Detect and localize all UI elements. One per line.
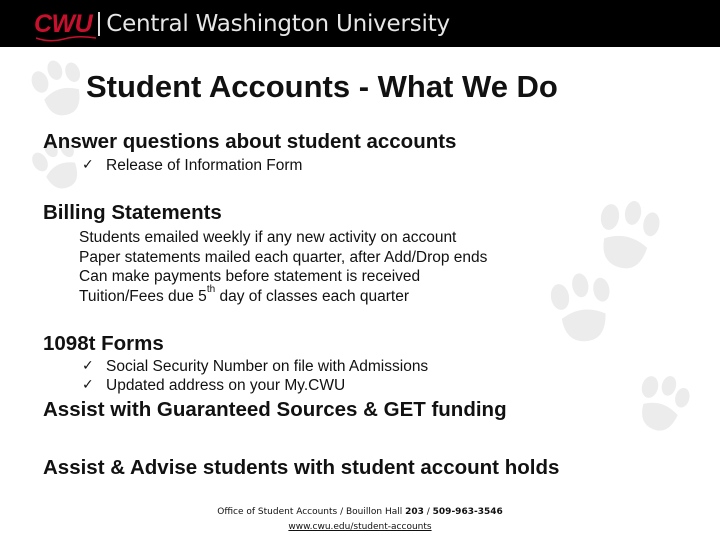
list-item (82, 376, 428, 395)
list-item-text: Updated address on your My.CWU (106, 377, 346, 394)
logo-divider (98, 12, 100, 36)
questions-list (82, 156, 302, 175)
list-item (82, 357, 428, 376)
section-heading-billing: Billing Statements (43, 201, 222, 224)
footer-phone: 509-963-3546 (432, 507, 503, 517)
list-item-text: Release of Information Form (106, 157, 303, 174)
footer-separator: / (423, 507, 433, 517)
section-heading-questions: Answer questions about student accounts (43, 130, 457, 153)
slide-title: Student Accounts - What We Do (86, 69, 558, 104)
footer (0, 505, 720, 535)
list-item (79, 284, 487, 307)
header-bar (0, 0, 720, 47)
section-heading-guaranteed-sources: Assist with Guaranteed Sources & GET funding (43, 398, 507, 421)
list-item (82, 156, 302, 175)
list-item: Can make payments before statement is received (79, 268, 421, 285)
logo-swoosh-icon (34, 35, 98, 43)
footer-contact (0, 505, 720, 520)
ordinal-suffix: th (206, 284, 216, 296)
footer-room: 203 (405, 507, 424, 517)
forms-list (82, 357, 428, 395)
footer-website-link[interactable]: www.cwu.edu/student-accounts (288, 522, 432, 532)
list-item: Students emailed weekly if any new activity on account (79, 229, 457, 246)
list-item-text: Tuition/Fees due 5 (79, 287, 207, 305)
logo-wordmark: CWU (34, 10, 93, 38)
checkmark-icon: ✓ (82, 358, 94, 374)
list-item: Paper statements mailed each quarter, after Add/Drop ends (79, 248, 488, 266)
section-heading-1098t: 1098t Forms (43, 332, 164, 355)
university-name: Central Washington University (106, 11, 450, 37)
billing-list (79, 228, 487, 306)
list-item-text: day of classes each quarter (215, 287, 410, 305)
checkmark-icon: ✓ (82, 157, 94, 173)
checkmark-icon: ✓ (82, 377, 94, 393)
section-heading-holds: Assist & Advise students with student account holds (43, 456, 560, 479)
list-item-text: Social Security Number on file with Admissions (106, 358, 429, 375)
footer-office: Office of Student Accounts / Bouillon Hall (217, 507, 406, 517)
university-logo[interactable] (34, 9, 450, 39)
